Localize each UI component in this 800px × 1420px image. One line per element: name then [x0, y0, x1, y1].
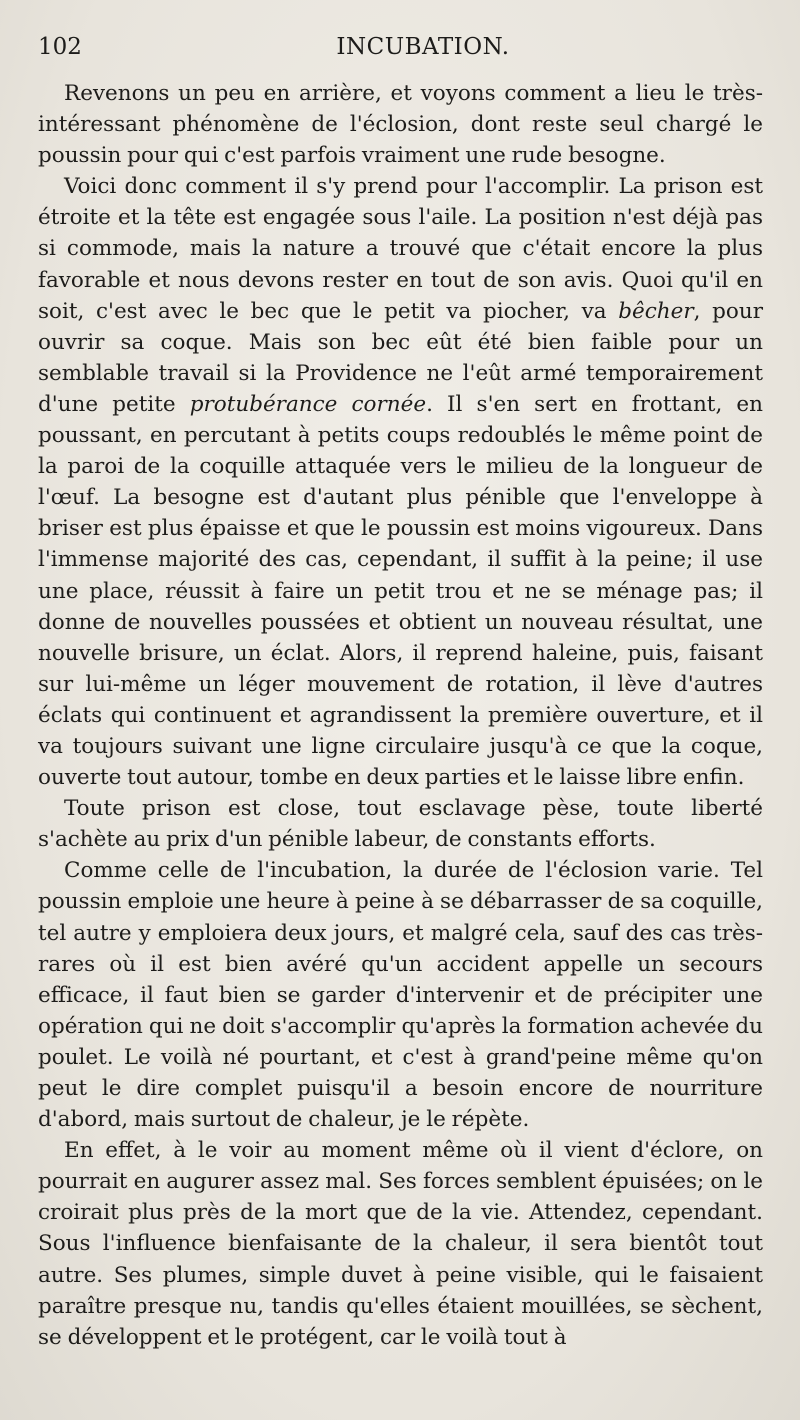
- paragraph-4: [38, 855, 763, 1135]
- running-head: INCUBATION.: [336, 34, 510, 60]
- paragraph-text: Revenons un peu en arrière, et voyons comment a lieu le très-intéressant phénomène de l'éclosion, dont reste seul chargé le poussin pour qui c'est parfois vraiment une rude besogne.: [38, 81, 763, 169]
- italic-term-becher: bêcher: [618, 298, 694, 324]
- page-header: [38, 30, 768, 64]
- paragraph-3: [38, 793, 763, 855]
- paragraph-1: [38, 78, 763, 171]
- paragraph-text: Comme celle de l'incubation, la durée de l'éclosion varie. Tel poussin emploie une heure à peine à se débarrasser de sa coquille, tel autre y emploiera deux jours, et malgré cela, sauf des cas très-rares où il est bien avéré qu'un accident appelle un secours efficace, il faut bien se garder d'intervenir et de précipiter une opération qui ne doit s'accomplir qu'après la formation achevée du poulet. Le voilà né pourtant, et c'est à grand'peine même qu'on peut le dire complet puisqu'il a besoin encore de nourriture d'abord, mais surtout de chaleur, je le répète.: [38, 858, 763, 1133]
- paragraph-2: [38, 171, 763, 793]
- paragraph-text: . Il s'en sert en frottant, en poussant, en percutant à petits coups redoublés le même point de la paroi de la coquille attaquée vers le milieu de la longueur de l'œuf. La besogne est d'autant plus pénible que l'enveloppe à briser est plus épaisse et que le poussin est moins vigoureux. Dans l'immense majorité des cas, cependant, il suffit à la peine; il use une place, réussit à faire un petit trou et ne se ménage pas; il donne de nouvelles poussées et obtient un nouveau résultat, une nouvelle brisure, un éclat. Alors, il reprend haleine, puis, faisant sur lui-même un léger mouvement de rotation, il lève d'autres éclats qui continuent et agrandissent la première ouverture, et il va toujours suivant une ligne circulaire jusqu'à ce que la coque, ouverte tout autour, tombe en deux parties et le laisse libre enfin.: [38, 391, 763, 791]
- body-text: [38, 78, 763, 1353]
- paragraph-text: Voici donc comment il s'y prend pour l'accomplir. La prison est étroite et la tête est engagée sous l'aile. La position n'est déjà pas si commode, mais la nature a trouvé que c'était encore la plus favorable et nous devons rester en tout de son avis. Quoi qu'il en soit, c'est avec le bec que le petit va piocher, va: [38, 174, 763, 324]
- paragraph-text: Toute prison est close, tout esclavage pèse, toute liberté s'achète au prix d'un pénible labeur, de constants efforts.: [38, 796, 763, 853]
- paragraph-5: [38, 1135, 763, 1353]
- page-number: 102: [38, 34, 82, 60]
- italic-term-protuberance: protubérance cornée: [189, 391, 427, 417]
- paragraph-text: , pour ouvrir sa coque. Mais son bec eût été bien faible pour un semblable travail si la Providence ne l'eût armé temporairement d'une petite: [38, 298, 763, 417]
- paragraph-text: En effet, à le voir au moment même où il vient d'éclore, on pourrait en augurer assez mal. Ses forces semblent épuisées; on le croirait plus près de la mort que de la vie. Attendez, cependant. Sous l'influence bienfaisante de la chaleur, il sera bientôt tout autre. Ses plumes, simple duvet à peine visible, qui le faisaient paraître presque nu, tandis qu'elles étaient mouillées, se sèchent, se développent et le protégent, car le voilà tout à: [38, 1138, 763, 1350]
